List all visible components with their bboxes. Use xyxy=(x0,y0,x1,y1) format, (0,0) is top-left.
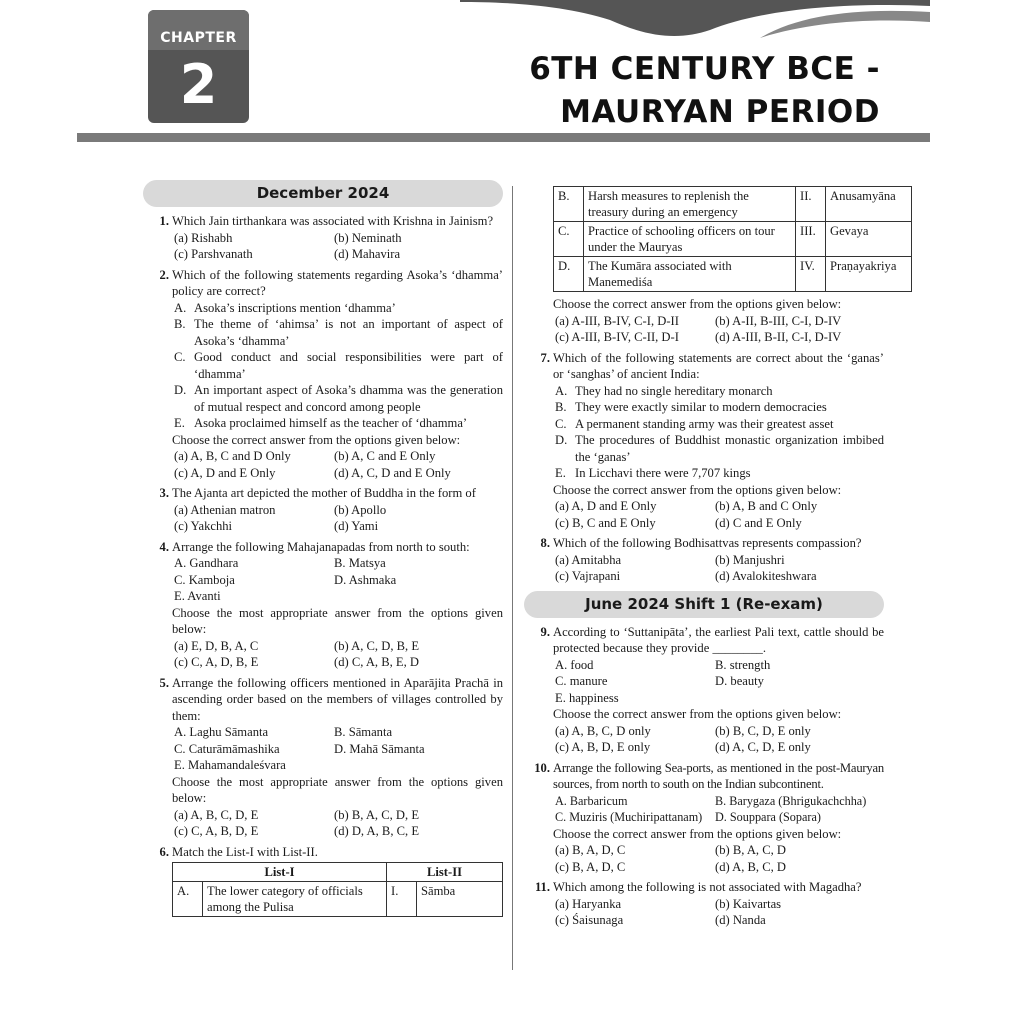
question-text: Arrange the following Mahajanapadas from north to south: xyxy=(172,539,470,554)
option-c: (c) Yakchhi xyxy=(174,519,233,533)
item-a: A. Laghu Sāmanta xyxy=(174,725,269,739)
option-a: (a) Amitabha xyxy=(555,552,622,567)
match-table-continued xyxy=(553,186,912,292)
option-b: (b) Apollo xyxy=(334,502,387,517)
option-a: (a) E, D, B, A, C xyxy=(174,638,259,653)
option-c: (c) Parshvanath xyxy=(174,247,253,261)
question-11 xyxy=(524,879,884,929)
option-a: (a) A, B, C, D, E xyxy=(174,807,259,822)
option-a: (a) A, D and E Only xyxy=(555,499,657,513)
item-a: A. Gandhara xyxy=(174,556,239,570)
option-b: (b) B, A, C, D xyxy=(715,843,787,857)
chapter-title-line-2: MAURYAN PERIOD xyxy=(560,94,880,130)
question-6 xyxy=(143,844,503,918)
question-5 xyxy=(143,675,503,840)
question-number: 3. xyxy=(159,486,169,500)
question-number: 1. xyxy=(159,214,169,228)
options xyxy=(174,502,503,535)
option-c: (c) B, C and E Only xyxy=(555,515,656,530)
question-2 xyxy=(143,267,503,482)
question-3 xyxy=(143,485,503,535)
chapter-title xyxy=(529,48,880,134)
option-d: (d) A, C, D, E only xyxy=(715,740,811,754)
option-c: (c) A, D and E Only xyxy=(174,465,276,480)
chapter-number: 2 xyxy=(179,53,218,116)
option-d: (d) Mahavira xyxy=(334,247,401,261)
chapter-label: CHAPTER xyxy=(148,10,249,50)
options xyxy=(174,448,503,481)
item-d: D. Ashmaka xyxy=(334,572,397,587)
question-number: 4. xyxy=(159,539,169,554)
option-a: (a) B, A, D, C xyxy=(555,843,626,857)
option-d: (d) A, C, D and E Only xyxy=(334,465,451,480)
question-text: Which of the following Bodhisattvas represents compassion? xyxy=(553,536,862,550)
right-column xyxy=(524,186,897,933)
option-b: (b) Neminath xyxy=(334,230,402,245)
statement-d: D. An important aspect of Asoka’s dhamma was the generation of mutual respect and concord among people xyxy=(174,383,503,414)
option-c: (c) Śaisunaga xyxy=(555,913,624,927)
option-a: (a) A-III, B-IV, C-I, D-II xyxy=(555,313,679,328)
question-7 xyxy=(524,350,884,532)
option-b: (b) Kaivartas xyxy=(715,896,782,911)
question-text: Which of the following statements regarding Asoka’s ‘dhamma’ policy are correct? xyxy=(172,267,503,298)
option-a: (a) Athenian matron xyxy=(174,502,276,517)
option-d: (d) Avalokiteshwara xyxy=(715,569,817,583)
item-c: C. manure xyxy=(555,674,608,688)
option-b: (b) Manjushri xyxy=(715,552,785,567)
table-header-row xyxy=(173,863,503,882)
options xyxy=(555,842,884,875)
options xyxy=(555,552,884,585)
statement-b: B. The theme of ‘ahimsa’ is not an important of aspect of Asoka’s ‘dhamma’ xyxy=(174,317,503,348)
section-heading-june-2024: June 2024 Shift 1 (Re-exam) xyxy=(524,591,884,618)
item-a: A. Barbaricum xyxy=(555,793,628,808)
option-b: (b) A-II, B-III, C-I, D-IV xyxy=(715,313,842,328)
question-text: The Ajanta art depicted the mother of Buddha in the form of xyxy=(172,486,476,500)
left-column xyxy=(143,180,503,921)
choose-instruction: Choose the correct answer from the options given below: xyxy=(553,482,842,497)
option-c: (c) A, B, D, E only xyxy=(555,740,651,754)
item-d: D. beauty xyxy=(715,674,764,688)
option-b: (b) B, A, C, D, E xyxy=(334,807,420,822)
question-text: According to ‘Suttanipāta’, the earliest Pali text, cattle should be protected because they provide ________. xyxy=(553,624,884,655)
statement-e: E. In Licchavi there were 7,707 kings xyxy=(555,466,751,480)
question-text: Which among the following is not associated with Magadha? xyxy=(553,880,862,894)
table-row: C. Practice of schooling officers on tour under the Mauryas III. Gevaya xyxy=(554,222,912,257)
item-b: B. strength xyxy=(715,657,771,672)
chapter-title-line-1: 6TH CENTURY BCE - xyxy=(529,51,880,87)
option-a: (a) A, B, C, D only xyxy=(555,723,651,738)
item-c: C. Muziris (Muchiripattanam) xyxy=(555,810,703,824)
option-d: (d) C, A, B, E, D xyxy=(334,655,420,669)
question-number: 11. xyxy=(534,880,550,894)
option-a: (a) Haryanka xyxy=(555,896,622,911)
items xyxy=(174,555,503,605)
question-text: Which Jain tirthankara was associated with Krishna in Jainism? xyxy=(172,214,494,228)
question-number: 5. xyxy=(159,675,169,690)
item-d: D. Souppara (Sopara) xyxy=(715,810,821,824)
statement-c: C. A permanent standing army was their greatest asset xyxy=(555,416,834,431)
item-b: B. Sāmanta xyxy=(334,725,393,739)
question-9 xyxy=(524,624,884,756)
question-number: 7. xyxy=(540,350,550,365)
question-number: 10. xyxy=(534,760,550,775)
question-number: 9. xyxy=(540,624,550,639)
options xyxy=(555,723,884,756)
question-number: 8. xyxy=(540,536,550,550)
header-wave-decoration xyxy=(460,0,930,40)
item-c: C. Caturāmāmashika xyxy=(174,741,280,756)
option-b: (b) A, C, D, B, E xyxy=(334,638,420,653)
option-a: (a) Rishabh xyxy=(174,230,233,245)
option-a: (a) A, B, C and D Only xyxy=(174,449,291,463)
option-c: (c) Vajrapani xyxy=(555,569,621,583)
choose-instruction: Choose the most appropriate answer from the options given below: xyxy=(172,605,503,636)
option-d: (d) A, B, C, D xyxy=(715,859,787,874)
table-row: D. The Kumāra associated with Manemediśa IV. Praṇayakriya xyxy=(554,257,912,292)
options xyxy=(174,807,503,840)
question-text: Which of the following statements are correct about the ‘ganas’ or ‘sanghas’ of ancient India: xyxy=(553,350,884,381)
statement-c: C. Good conduct and social responsibilities were part of ‘dhamma’ xyxy=(174,350,503,381)
choose-instruction: Choose the correct answer from the options given below: xyxy=(553,707,842,721)
options xyxy=(174,638,503,671)
section-heading-december-2024: December 2024 xyxy=(143,180,503,207)
item-c: C. Kamboja xyxy=(174,572,235,587)
option-d: (d) D, A, B, C, E xyxy=(334,824,420,838)
statement-e: E. Asoka proclaimed himself as the teacher of ‘dhamma’ xyxy=(174,416,468,430)
choose-instruction: Choose the correct answer from the options given below: xyxy=(172,432,461,447)
item-e: E. Avanti xyxy=(174,589,221,603)
options xyxy=(555,896,884,929)
table-row: A. The lower category of officials among the Pulisa I. Sāmba xyxy=(173,882,503,917)
option-d: (d) C and E Only xyxy=(715,515,802,530)
items xyxy=(555,793,884,826)
question-text: Arrange the following Sea-ports, as mentioned in the post-Mauryan sources, from north to south on the Indian subcontinent. xyxy=(553,760,884,791)
question-number: 2. xyxy=(159,267,169,282)
statement-a: A. Asoka’s inscriptions mention ‘dhamma’ xyxy=(174,300,396,315)
choose-instruction: Choose the correct answer from the options given below: xyxy=(553,826,842,841)
question-number: 6. xyxy=(159,844,169,859)
question-4 xyxy=(143,539,503,671)
statement-a: A. They had no single hereditary monarch xyxy=(555,383,773,398)
option-c: (c) C, A, D, B, E xyxy=(174,655,259,669)
item-e: E. happiness xyxy=(555,690,619,705)
option-d: (d) Yami xyxy=(334,519,379,533)
choose-instruction: Choose the correct answer from the options given below: xyxy=(553,297,842,311)
question-8 xyxy=(524,535,884,585)
item-b: B. Matsya xyxy=(334,556,386,570)
question-6-continued xyxy=(524,296,884,346)
option-c: (c) A-III, B-IV, C-II, D-I xyxy=(555,330,679,344)
option-b: (b) A, B and C Only xyxy=(715,499,818,513)
option-c: (c) C, A, B, D, E xyxy=(174,824,259,838)
question-text: Arrange the following officers mentioned in Aparājita Prachā in ascending order based on the members of villages controlled by them: xyxy=(172,675,503,723)
header-rule xyxy=(77,133,930,142)
item-a: A. food xyxy=(555,657,594,672)
item-b: B. Barygaza (Bhrigukachchha) xyxy=(715,793,867,808)
options xyxy=(174,230,503,263)
item-e: E. Mahamandaleśvara xyxy=(174,758,286,772)
chapter-badge xyxy=(148,10,249,123)
item-d: D. Mahā Sāmanta xyxy=(334,741,425,756)
question-text: Match the List-I with List-II. xyxy=(172,844,318,859)
option-d: (d) A-III, B-II, C-I, D-IV xyxy=(715,330,842,344)
statement-b: B. They were exactly similar to modern democracies xyxy=(555,400,827,414)
items xyxy=(174,724,503,774)
items xyxy=(555,657,884,707)
option-b: (b) B, C, D, E only xyxy=(715,723,811,738)
question-1 xyxy=(143,213,503,263)
column-divider xyxy=(512,186,513,970)
table-header-list-2: List-II xyxy=(387,863,503,882)
options xyxy=(555,313,884,346)
table-header-list-1: List-I xyxy=(173,863,387,882)
statement-d: D. The procedures of Buddhist monastic organization imbibed the ‘ganas’ xyxy=(555,433,884,464)
option-c: (c) B, A, D, C xyxy=(555,859,626,874)
table-row: B. Harsh measures to replenish the treasury during an emergency II. Anusamyāna xyxy=(554,187,912,222)
option-d: (d) Nanda xyxy=(715,913,766,927)
option-b: (b) A, C and E Only xyxy=(334,449,436,463)
question-10 xyxy=(524,760,884,876)
options xyxy=(555,498,884,531)
choose-instruction: Choose the most appropriate answer from the options given below: xyxy=(172,774,503,805)
match-table xyxy=(172,862,503,917)
